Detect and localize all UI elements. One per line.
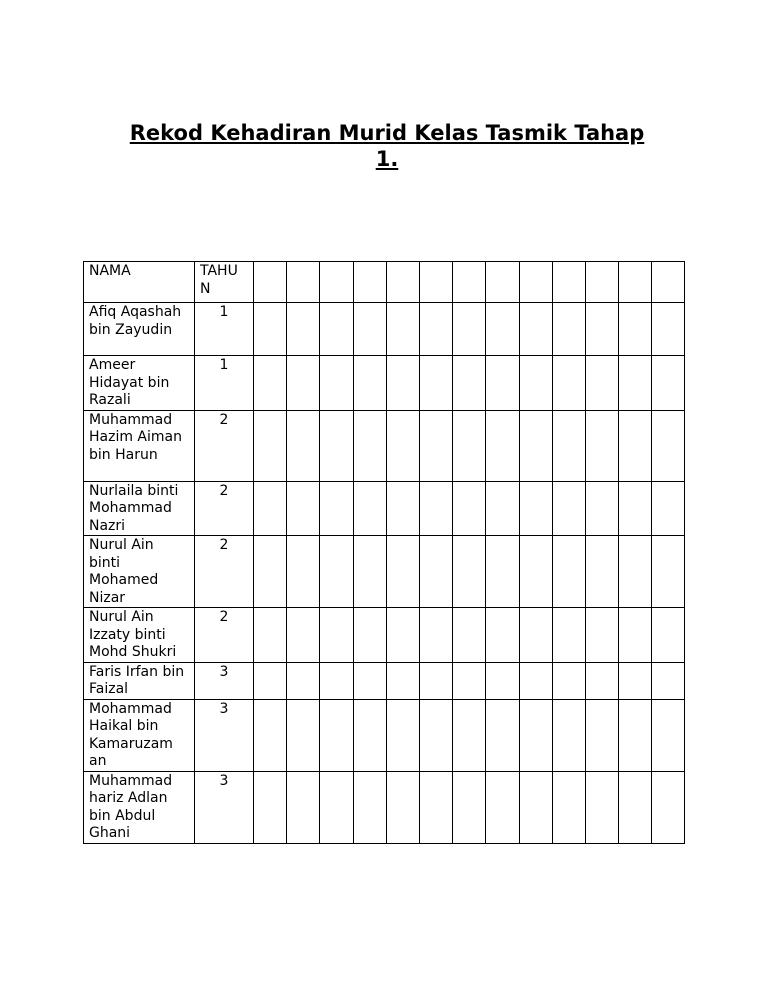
- attendance-cell[interactable]: [652, 481, 685, 536]
- attendance-cell[interactable]: [486, 481, 519, 536]
- attendance-cell[interactable]: [287, 262, 320, 303]
- attendance-cell[interactable]: [552, 771, 585, 843]
- cell-tahun: 2: [195, 536, 254, 608]
- attendance-cell[interactable]: [287, 410, 320, 481]
- attendance-cell[interactable]: [652, 410, 685, 481]
- attendance-cell[interactable]: [619, 608, 652, 663]
- attendance-cell[interactable]: [453, 608, 486, 663]
- attendance-cell[interactable]: [619, 662, 652, 699]
- attendance-cell[interactable]: [453, 699, 486, 771]
- attendance-cell[interactable]: [585, 662, 618, 699]
- attendance-cell[interactable]: [453, 771, 486, 843]
- attendance-cell[interactable]: [386, 262, 419, 303]
- attendance-cell[interactable]: [585, 699, 618, 771]
- cell-tahun: 2: [195, 481, 254, 536]
- attendance-cell[interactable]: [320, 771, 353, 843]
- attendance-cell[interactable]: [486, 608, 519, 663]
- cell-nama: Nurlaila binti Mohammad Nazri: [84, 481, 195, 536]
- attendance-cell[interactable]: [386, 481, 419, 536]
- attendance-cell[interactable]: [619, 303, 652, 356]
- attendance-cell[interactable]: [320, 410, 353, 481]
- attendance-cell[interactable]: [254, 771, 287, 843]
- attendance-cell[interactable]: [254, 608, 287, 663]
- attendance-cell[interactable]: [519, 262, 552, 303]
- attendance-cell[interactable]: [585, 262, 618, 303]
- attendance-cell[interactable]: [453, 356, 486, 411]
- attendance-cell[interactable]: [320, 481, 353, 536]
- attendance-cell[interactable]: [254, 410, 287, 481]
- attendance-cell[interactable]: [519, 481, 552, 536]
- attendance-cell[interactable]: [519, 608, 552, 663]
- attendance-cell[interactable]: [287, 481, 320, 536]
- cell-nama: Afiq Aqashah bin Zayudin: [84, 303, 195, 356]
- attendance-cell[interactable]: [652, 262, 685, 303]
- attendance-cell[interactable]: [486, 262, 519, 303]
- attendance-cell[interactable]: [652, 771, 685, 843]
- attendance-cell[interactable]: [287, 303, 320, 356]
- attendance-cell[interactable]: [254, 356, 287, 411]
- attendance-cell[interactable]: [585, 771, 618, 843]
- attendance-cell[interactable]: [386, 303, 419, 356]
- attendance-cell[interactable]: [419, 771, 452, 843]
- attendance-cell[interactable]: [419, 481, 452, 536]
- attendance-cell[interactable]: [386, 608, 419, 663]
- attendance-cell[interactable]: [419, 410, 452, 481]
- table-row: [84, 662, 685, 699]
- attendance-cell[interactable]: [287, 608, 320, 663]
- attendance-cell[interactable]: [453, 481, 486, 536]
- title-line-1: Rekod Kehadiran Murid Kelas Tasmik Tahap: [129, 121, 645, 145]
- attendance-cell[interactable]: [519, 536, 552, 608]
- cell-nama: Nurul Ain binti Mohamed Nizar: [84, 536, 195, 608]
- attendance-cell[interactable]: [652, 608, 685, 663]
- attendance-cell[interactable]: [486, 356, 519, 411]
- cell-nama: Faris Irfan bin Faizal: [84, 662, 195, 699]
- cell-tahun: 1: [195, 356, 254, 411]
- attendance-cell[interactable]: [320, 699, 353, 771]
- attendance-cell[interactable]: [287, 662, 320, 699]
- attendance-cell[interactable]: [552, 356, 585, 411]
- attendance-cell[interactable]: [585, 608, 618, 663]
- attendance-cell[interactable]: [419, 699, 452, 771]
- attendance-cell[interactable]: [386, 410, 419, 481]
- attendance-cell[interactable]: [552, 662, 585, 699]
- attendance-cell[interactable]: [486, 536, 519, 608]
- table-row: [84, 410, 685, 481]
- attendance-cell[interactable]: [353, 481, 386, 536]
- attendance-cell[interactable]: [320, 536, 353, 608]
- attendance-cell[interactable]: [552, 536, 585, 608]
- attendance-cell[interactable]: [619, 410, 652, 481]
- attendance-cell[interactable]: [353, 699, 386, 771]
- attendance-cell[interactable]: [486, 303, 519, 356]
- attendance-cell[interactable]: [353, 536, 386, 608]
- attendance-cell[interactable]: [320, 662, 353, 699]
- attendance-cell[interactable]: [419, 536, 452, 608]
- table-row: [84, 699, 685, 771]
- attendance-cell[interactable]: [320, 356, 353, 411]
- attendance-cell[interactable]: [453, 662, 486, 699]
- attendance-cell[interactable]: [486, 410, 519, 481]
- table-row: [84, 771, 685, 843]
- cell-tahun: 2: [195, 410, 254, 481]
- attendance-cell[interactable]: [287, 771, 320, 843]
- cell-tahun: 1: [195, 303, 254, 356]
- attendance-cell[interactable]: [519, 303, 552, 356]
- attendance-cell[interactable]: [419, 356, 452, 411]
- attendance-cell[interactable]: [254, 481, 287, 536]
- cell-tahun: 3: [195, 699, 254, 771]
- table-row: [84, 536, 685, 608]
- attendance-cell[interactable]: [552, 608, 585, 663]
- attendance-cell[interactable]: [552, 303, 585, 356]
- attendance-cell[interactable]: [419, 303, 452, 356]
- cell-nama: Muhammad Hazim Aiman bin Harun: [84, 410, 195, 481]
- attendance-cell[interactable]: [585, 481, 618, 536]
- attendance-cell[interactable]: [386, 356, 419, 411]
- attendance-cell[interactable]: [619, 356, 652, 411]
- attendance-cell[interactable]: [254, 699, 287, 771]
- attendance-cell[interactable]: [353, 303, 386, 356]
- title-line-2: 1.: [375, 147, 399, 172]
- attendance-cell[interactable]: [453, 410, 486, 481]
- attendance-cell[interactable]: [519, 699, 552, 771]
- attendance-cell[interactable]: [652, 536, 685, 608]
- attendance-cell[interactable]: [552, 262, 585, 303]
- cell-nama: Muhammad hariz Adlan bin Abdul Ghani: [84, 771, 195, 843]
- attendance-cell[interactable]: [320, 303, 353, 356]
- table-row: [84, 608, 685, 663]
- attendance-cell[interactable]: [254, 303, 287, 356]
- attendance-cell[interactable]: [519, 771, 552, 843]
- attendance-cell[interactable]: [453, 303, 486, 356]
- attendance-cell[interactable]: [652, 699, 685, 771]
- attendance-cell[interactable]: [386, 771, 419, 843]
- attendance-cell[interactable]: [453, 262, 486, 303]
- table-row: [84, 303, 685, 356]
- attendance-cell[interactable]: [619, 536, 652, 608]
- attendance-cell[interactable]: [320, 608, 353, 663]
- attendance-cell[interactable]: [353, 262, 386, 303]
- cell-nama: Ameer Hidayat bin Razali: [84, 356, 195, 411]
- attendance-cell[interactable]: [287, 536, 320, 608]
- attendance-cell[interactable]: [386, 536, 419, 608]
- attendance-cell[interactable]: [486, 771, 519, 843]
- attendance-cell[interactable]: [254, 536, 287, 608]
- attendance-cell[interactable]: [353, 356, 386, 411]
- attendance-cell[interactable]: [585, 356, 618, 411]
- attendance-cell[interactable]: [386, 699, 419, 771]
- attendance-cell[interactable]: [619, 771, 652, 843]
- header-tahun: TAHU N: [195, 262, 254, 303]
- page-title: [100, 120, 674, 173]
- attendance-table: [83, 261, 685, 844]
- cell-tahun: 2: [195, 608, 254, 663]
- table-row: [84, 481, 685, 536]
- attendance-cell[interactable]: [585, 303, 618, 356]
- header-nama: NAMA: [84, 262, 195, 303]
- attendance-cell[interactable]: [519, 662, 552, 699]
- cell-tahun: 3: [195, 662, 254, 699]
- attendance-cell[interactable]: [552, 410, 585, 481]
- cell-nama: Nurul Ain Izzaty binti Mohd Shukri: [84, 608, 195, 663]
- attendance-cell[interactable]: [619, 262, 652, 303]
- attendance-cell[interactable]: [486, 699, 519, 771]
- attendance-cell[interactable]: [353, 662, 386, 699]
- attendance-cell[interactable]: [386, 662, 419, 699]
- attendance-cell[interactable]: [254, 662, 287, 699]
- attendance-cell[interactable]: [453, 536, 486, 608]
- attendance-cell[interactable]: [353, 771, 386, 843]
- attendance-cell[interactable]: [353, 410, 386, 481]
- table-row: [84, 356, 685, 411]
- attendance-cell[interactable]: [552, 699, 585, 771]
- table-header-row: [84, 262, 685, 303]
- attendance-cell[interactable]: [552, 481, 585, 536]
- attendance-cell[interactable]: [619, 699, 652, 771]
- attendance-cell[interactable]: [585, 536, 618, 608]
- attendance-cell[interactable]: [619, 481, 652, 536]
- attendance-cell[interactable]: [585, 410, 618, 481]
- attendance-cell[interactable]: [320, 262, 353, 303]
- attendance-cell[interactable]: [519, 356, 552, 411]
- attendance-cell[interactable]: [287, 356, 320, 411]
- attendance-cell[interactable]: [652, 662, 685, 699]
- attendance-cell[interactable]: [419, 662, 452, 699]
- cell-nama: Mohammad Haikal bin Kamaruzam an: [84, 699, 195, 771]
- attendance-cell[interactable]: [486, 662, 519, 699]
- attendance-cell[interactable]: [652, 303, 685, 356]
- attendance-cell[interactable]: [519, 410, 552, 481]
- attendance-cell[interactable]: [419, 608, 452, 663]
- attendance-cell[interactable]: [353, 608, 386, 663]
- attendance-cell[interactable]: [419, 262, 452, 303]
- attendance-cell[interactable]: [287, 699, 320, 771]
- attendance-cell[interactable]: [652, 356, 685, 411]
- cell-tahun: 3: [195, 771, 254, 843]
- attendance-cell[interactable]: [254, 262, 287, 303]
